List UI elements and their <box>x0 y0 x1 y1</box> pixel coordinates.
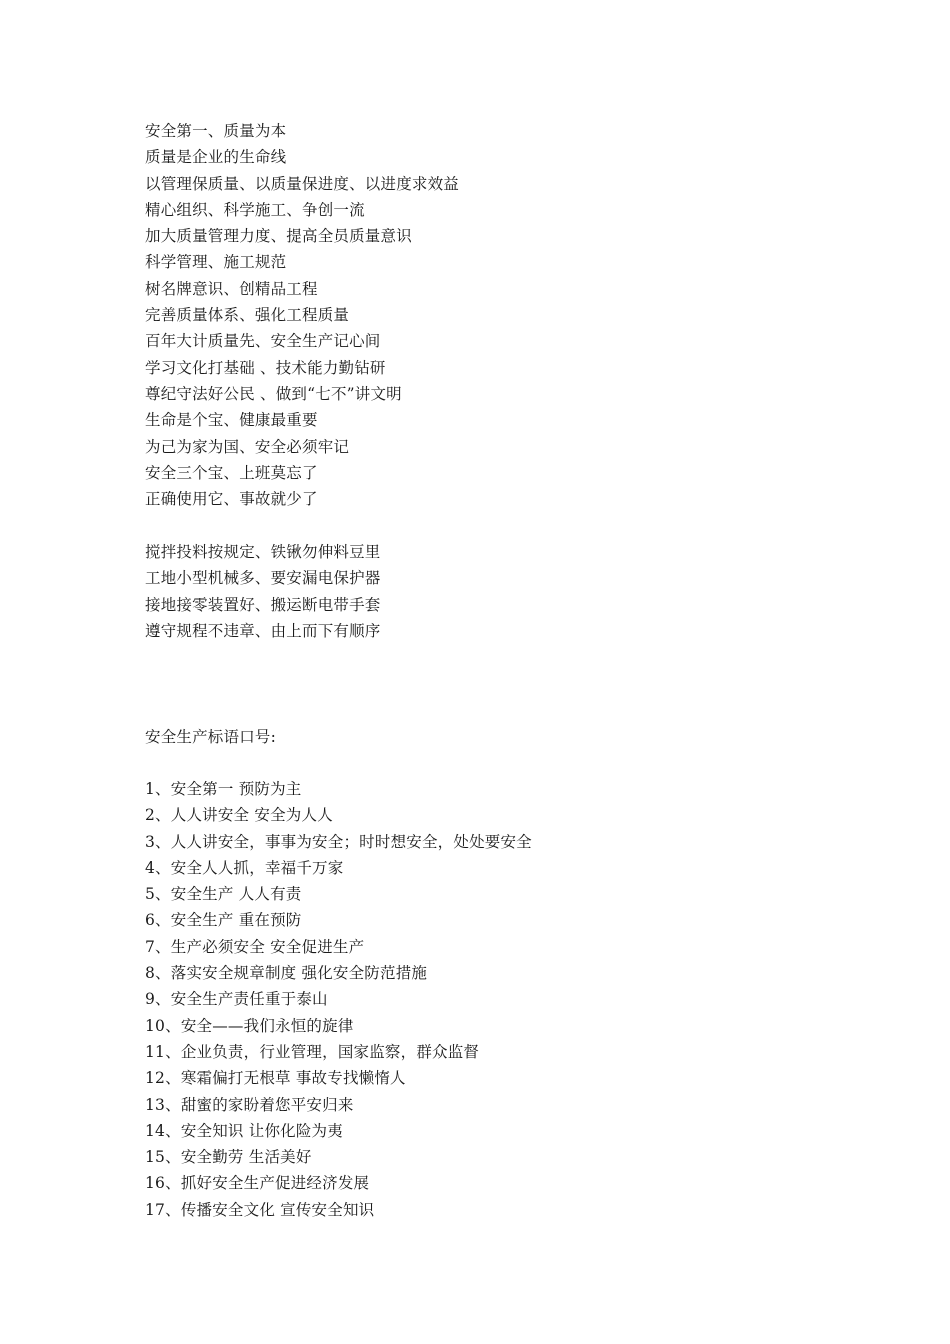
slogan-line: 以管理保质量、以质量保进度、以进度求效益 <box>145 174 460 193</box>
slogan-line: 质量是企业的生命线 <box>145 148 287 167</box>
numbered-slogan: 3、人人讲安全，事事为安全；时时想安全，处处要安全 <box>145 832 532 851</box>
numbered-slogan: 5、安全生产 人人有责 <box>145 885 302 904</box>
slogan-line: 为己为家为国、安全必须牢记 <box>145 437 350 456</box>
slogan-line: 正确使用它、事故就少了 <box>145 490 318 509</box>
numbered-slogan: 16、抓好安全生产促进经济发展 <box>145 1174 370 1193</box>
slogan-line: 学习文化打基础 、技术能力勤钻研 <box>145 358 386 377</box>
quality-slogan-list <box>145 118 459 512</box>
slogan-line: 安全三个宝、上班莫忘了 <box>145 463 318 482</box>
numbered-slogan: 12、寒霜偏打无根草 事故专找懒惰人 <box>145 1069 406 1088</box>
slogan-line: 遵守规程不违章、由上而下有顺序 <box>145 621 381 640</box>
numbered-slogan: 11、企业负责，行业管理，国家监察，群众监督 <box>145 1042 480 1061</box>
slogan-line: 尊纪守法好公民 、做到“七不”讲文明 <box>145 384 402 403</box>
slogan-line: 工地小型机械多、要安漏电保护器 <box>145 569 381 588</box>
slogan-line: 精心组织、科学施工、争创一流 <box>145 200 365 219</box>
slogan-line: 搅拌投料按规定、铁锹勿伸料豆里 <box>145 543 381 561</box>
slogan-line: 接地接零装置好、搬运断电带手套 <box>145 595 381 614</box>
slogan-line: 完善质量体系、强化工程质量 <box>145 306 350 325</box>
numbered-slogan: 14、安全知识 让你化险为夷 <box>145 1121 343 1140</box>
numbered-slogan: 15、安全勤劳 生活美好 <box>145 1148 312 1167</box>
slogan-line: 生命是个宝、健康最重要 <box>145 411 318 430</box>
numbered-slogan: 10、安全——我们永恒的旋律 <box>145 1016 354 1035</box>
numbered-slogan: 7、生产必须安全 安全促进生产 <box>145 937 365 956</box>
slogan-line: 安全第一、质量为本 <box>145 122 287 140</box>
slogan-line: 树名牌意识、创精品工程 <box>145 279 318 298</box>
site-safety-slogan-list <box>145 539 381 644</box>
numbered-slogan: 4、安全人人抓，幸福千万家 <box>145 858 344 877</box>
numbered-slogan: 2、人人讲安全 安全为人人 <box>145 806 333 825</box>
section-heading: 安全生产标语口号: <box>145 728 277 746</box>
numbered-slogan: 8、落实安全规章制度 强化安全防范措施 <box>145 964 428 983</box>
numbered-slogan: 9、安全生产责任重于泰山 <box>145 990 328 1009</box>
slogan-line: 加大质量管理力度、提高全员质量意识 <box>145 227 412 246</box>
numbered-slogan: 13、甜蜜的家盼着您平安归来 <box>145 1095 354 1114</box>
slogan-line: 科学管理、施工规范 <box>145 253 287 272</box>
numbered-slogan: 17、传播安全文化 宣传安全知识 <box>145 1200 375 1219</box>
numbered-slogan-list <box>145 776 532 1223</box>
numbered-slogan: 6、安全生产 重在预防 <box>145 911 302 930</box>
numbered-slogan: 1、安全第一 预防为主 <box>145 780 302 798</box>
slogan-line: 百年大计质量先、安全生产记心间 <box>145 332 381 351</box>
